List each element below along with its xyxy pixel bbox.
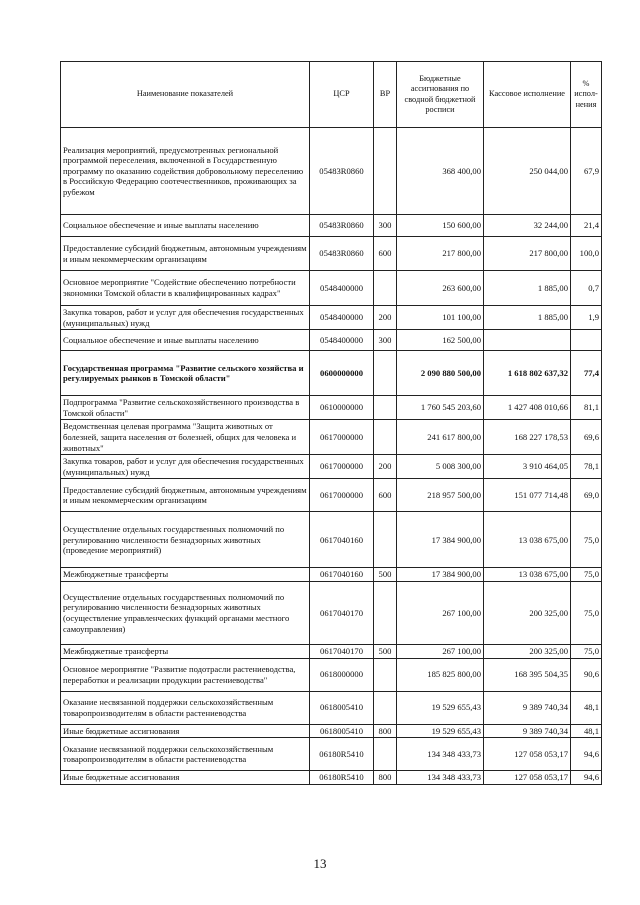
- row-pct: 0,7: [571, 271, 602, 306]
- row-name: Закупка товаров, работ и услуг для обеспечения государственных (муниципальных) нужд: [61, 455, 310, 479]
- row-vr: [374, 581, 397, 644]
- row-cash: 13 038 675,00: [484, 512, 571, 568]
- table-row: [61, 691, 602, 724]
- row-pct: 1,9: [571, 306, 602, 330]
- row-code: 0617000000: [310, 455, 374, 479]
- header-pct: % испол-нения: [571, 62, 602, 128]
- table-row: [61, 581, 602, 644]
- row-vr: 200: [374, 306, 397, 330]
- row-pct: 69,6: [571, 420, 602, 455]
- row-assigned: 263 600,00: [397, 271, 484, 306]
- row-cash: 168 227 178,53: [484, 420, 571, 455]
- row-vr: 600: [374, 479, 397, 512]
- row-vr: 500: [374, 644, 397, 658]
- row-cash: 168 395 504,35: [484, 658, 571, 691]
- table-row: [61, 237, 602, 271]
- table-row: [61, 724, 602, 738]
- table-row: [61, 420, 602, 455]
- row-vr: [374, 691, 397, 724]
- table-row: [61, 512, 602, 568]
- row-code: 05483R0860: [310, 237, 374, 271]
- row-vr: [374, 738, 397, 771]
- row-cash: 1 885,00: [484, 271, 571, 306]
- row-name: Иные бюджетные ассигнования: [61, 771, 310, 785]
- table-row: [61, 738, 602, 771]
- row-code: 0617000000: [310, 420, 374, 455]
- row-name: Основное мероприятие "Содействие обеспечению потребности экономики Томской области в квалифицированных кадрах": [61, 271, 310, 306]
- row-assigned: 17 384 900,00: [397, 512, 484, 568]
- row-name: Иные бюджетные ассигнования: [61, 724, 310, 738]
- row-name: Реализация мероприятий, предусмотренных региональной программой переселения, включенной в Государственную программу по оказанию содействия добровольному переселению в Российскую Федерацию соотечественников, проживающих за рубежом: [61, 128, 310, 215]
- row-pct: 48,1: [571, 724, 602, 738]
- row-name: Социальное обеспечение и иные выплаты населению: [61, 215, 310, 237]
- row-assigned: 368 400,00: [397, 128, 484, 215]
- row-vr: 800: [374, 771, 397, 785]
- row-code: 0610000000: [310, 396, 374, 420]
- header-name: Наименование показателей: [61, 62, 310, 128]
- row-cash: 250 044,00: [484, 128, 571, 215]
- row-name: Осуществление отдельных государственных полномочий по регулированию численности безнадзорных животных (проведение мероприятий): [61, 512, 310, 568]
- row-pct: 67,9: [571, 128, 602, 215]
- row-pct: 75,0: [571, 512, 602, 568]
- row-vr: [374, 351, 397, 396]
- row-vr: 800: [374, 724, 397, 738]
- row-cash: 13 038 675,00: [484, 568, 571, 582]
- table-row: [61, 128, 602, 215]
- row-pct: 75,0: [571, 581, 602, 644]
- table-row: [61, 644, 602, 658]
- row-name: Осуществление отдельных государственных полномочий по регулированию численности безнадзорных животных (осуществление управленческих функций органами местного самоуправления): [61, 581, 310, 644]
- row-vr: [374, 420, 397, 455]
- row-pct: 94,6: [571, 738, 602, 771]
- row-pct: 75,0: [571, 568, 602, 582]
- row-code: 0617000000: [310, 479, 374, 512]
- page-number: 13: [313, 856, 327, 871]
- row-code: 05483R0860: [310, 128, 374, 215]
- header-assigned: Бюджетные ассигнования по сводной бюджетной росписи: [397, 62, 484, 128]
- row-code: 0548400000: [310, 330, 374, 351]
- row-code: 0618005410: [310, 724, 374, 738]
- row-name: Оказание несвязанной поддержки сельскохозяйственным товаропроизводителям в области растениеводства: [61, 738, 310, 771]
- row-pct: 21,4: [571, 215, 602, 237]
- row-name: Закупка товаров, работ и услуг для обеспечения государственных (муниципальных) нужд: [61, 306, 310, 330]
- row-pct: 81,1: [571, 396, 602, 420]
- row-name: Предоставление субсидий бюджетным, автономным учреждениям и иным некоммерческим организациям: [61, 479, 310, 512]
- row-cash: 200 325,00: [484, 581, 571, 644]
- row-cash: 127 058 053,17: [484, 738, 571, 771]
- row-assigned: 267 100,00: [397, 581, 484, 644]
- row-pct: 90,6: [571, 658, 602, 691]
- table-row: [61, 215, 602, 237]
- table-row: [61, 330, 602, 351]
- row-assigned: 162 500,00: [397, 330, 484, 351]
- row-cash: 1 885,00: [484, 306, 571, 330]
- row-assigned: 1 760 545 203,60: [397, 396, 484, 420]
- row-assigned: 17 384 900,00: [397, 568, 484, 582]
- row-cash: 9 389 740,34: [484, 724, 571, 738]
- row-assigned: 150 600,00: [397, 215, 484, 237]
- row-cash: 151 077 714,48: [484, 479, 571, 512]
- table-row: [61, 658, 602, 691]
- row-pct: 77,4: [571, 351, 602, 396]
- row-code: 0617040170: [310, 581, 374, 644]
- table-row: [61, 479, 602, 512]
- header-cash: Кассовое исполнение: [484, 62, 571, 128]
- row-vr: 300: [374, 215, 397, 237]
- row-code: 0617040170: [310, 644, 374, 658]
- budget-execution-table: [60, 61, 602, 785]
- row-assigned: 267 100,00: [397, 644, 484, 658]
- row-vr: 200: [374, 455, 397, 479]
- row-vr: [374, 396, 397, 420]
- row-vr: [374, 128, 397, 215]
- table-header-row: [61, 62, 602, 128]
- row-code: 0548400000: [310, 306, 374, 330]
- row-code: 0548400000: [310, 271, 374, 306]
- row-name: Ведомственная целевая программа "Защита животных от болезней, защита населения от болезней, общих для человека и животных": [61, 420, 310, 455]
- row-cash: 9 389 740,34: [484, 691, 571, 724]
- table-row: [61, 271, 602, 306]
- row-cash: 32 244,00: [484, 215, 571, 237]
- row-pct: 100,0: [571, 237, 602, 271]
- table-row: [61, 351, 602, 396]
- row-name: Государственная программа "Развитие сельского хозяйства и регулируемых рынков в Томской области": [61, 351, 310, 396]
- row-vr: [374, 271, 397, 306]
- row-cash: 200 325,00: [484, 644, 571, 658]
- row-cash: 1 618 802 637,32: [484, 351, 571, 396]
- row-code: 05483R0860: [310, 215, 374, 237]
- row-name: Подпрограмма "Развитие сельскохозяйственного производства в Томской области": [61, 396, 310, 420]
- row-assigned: 241 617 800,00: [397, 420, 484, 455]
- header-code: ЦСР: [310, 62, 374, 128]
- row-code: 06180R5410: [310, 738, 374, 771]
- row-cash: 127 058 053,17: [484, 771, 571, 785]
- row-cash: 1 427 408 010,66: [484, 396, 571, 420]
- row-name: Социальное обеспечение и иные выплаты населению: [61, 330, 310, 351]
- row-cash: [484, 330, 571, 351]
- row-assigned: 19 529 655,43: [397, 691, 484, 724]
- table-row: [61, 771, 602, 785]
- header-vr: ВР: [374, 62, 397, 128]
- row-assigned: 218 957 500,00: [397, 479, 484, 512]
- row-assigned: 101 100,00: [397, 306, 484, 330]
- row-name: Межбюджетные трансферты: [61, 568, 310, 582]
- row-pct: 78,1: [571, 455, 602, 479]
- row-assigned: 134 348 433,73: [397, 771, 484, 785]
- row-vr: 500: [374, 568, 397, 582]
- row-cash: 3 910 464,05: [484, 455, 571, 479]
- row-pct: 69,0: [571, 479, 602, 512]
- row-code: 0617040160: [310, 568, 374, 582]
- row-name: Предоставление субсидий бюджетным, автономным учреждениям и иным некоммерческим организациям: [61, 237, 310, 271]
- row-vr: [374, 512, 397, 568]
- row-assigned: 217 800,00: [397, 237, 484, 271]
- row-pct: 75,0: [571, 644, 602, 658]
- row-name: Основное мероприятие "Развитие подотрасли растениеводства, переработки и реализации продукции растениеводства": [61, 658, 310, 691]
- row-assigned: 185 825 800,00: [397, 658, 484, 691]
- row-code: 0600000000: [310, 351, 374, 396]
- row-name: Оказание несвязанной поддержки сельскохозяйственным товаропроизводителям в области растениеводства: [61, 691, 310, 724]
- row-pct: 48,1: [571, 691, 602, 724]
- row-code: 0617040160: [310, 512, 374, 568]
- table-row: [61, 396, 602, 420]
- row-code: 0618005410: [310, 691, 374, 724]
- table-row: [61, 455, 602, 479]
- row-vr: [374, 658, 397, 691]
- row-code: 0618000000: [310, 658, 374, 691]
- row-vr: 600: [374, 237, 397, 271]
- row-assigned: 5 008 300,00: [397, 455, 484, 479]
- table-row: [61, 568, 602, 582]
- row-assigned: 19 529 655,43: [397, 724, 484, 738]
- row-name: Межбюджетные трансферты: [61, 644, 310, 658]
- row-assigned: 134 348 433,73: [397, 738, 484, 771]
- table-row: [61, 306, 602, 330]
- row-code: 06180R5410: [310, 771, 374, 785]
- row-pct: 94,6: [571, 771, 602, 785]
- row-assigned: 2 090 880 500,00: [397, 351, 484, 396]
- row-vr: 300: [374, 330, 397, 351]
- row-pct: [571, 330, 602, 351]
- row-cash: 217 800,00: [484, 237, 571, 271]
